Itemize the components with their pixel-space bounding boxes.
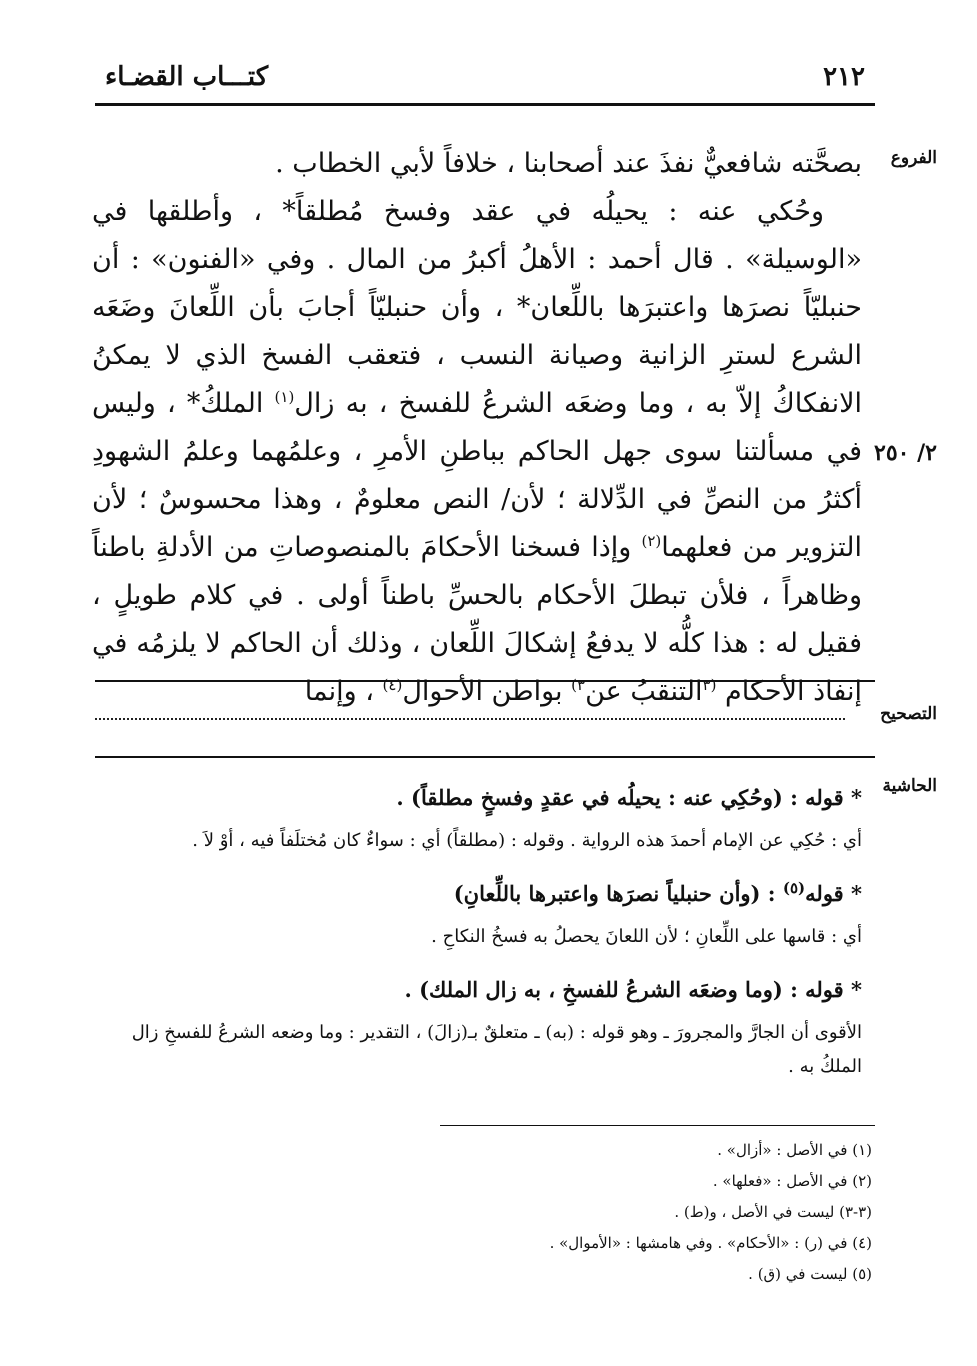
footnote: (٥) ليست في (ق) . xyxy=(748,1265,872,1283)
text-run: التنقبُ عن xyxy=(585,676,703,707)
margin-volume-page-ref: ٢/ ٢٥٠ xyxy=(874,440,937,466)
hashiya-section xyxy=(102,778,862,1084)
footnote-marker: (٣ xyxy=(702,676,717,694)
footnote-marker: (٤) xyxy=(382,676,403,694)
text-run: ، وإنما xyxy=(304,676,383,707)
footnote: (١) في الأصل : «أزال» . xyxy=(717,1141,872,1159)
main-text xyxy=(92,140,862,716)
footnote-marker: (٥) xyxy=(782,879,806,897)
footnote: (٣-٣) ليست في الأصل ، و(ط) . xyxy=(674,1203,872,1221)
text-run: : (وأن حنبلياً نصرَها واعتبرها باللِّعانِ) xyxy=(453,881,783,906)
book-title: كتـــاب القضـاء xyxy=(105,62,269,92)
text-run: بواطن الأحوال xyxy=(402,676,572,707)
margin-label-hashiya: الحاشية xyxy=(882,776,937,796)
footnotes xyxy=(372,1135,872,1290)
footnote: (٤) في (ر) : «الأحكام» . وفي هامشها : «الأموال» . xyxy=(549,1234,872,1252)
text-run: وحُكي عنه : يحيلُه في عقد وفسخ مُطلقاً* ، وأطلقها في «الوسيلة» . قال أحمد : الأهلُ أكبرُ من المال . وفي «الفنون» : أن حنبليّاً نصرَها واعتبرَها باللِّعان* ، وأن حنبليّاً أجابَ بأن اللِّعانَ وضَعَه الشرع لسترِ الزانية وصيانة النسب ، فتعقب الفسخ الذي لا يمكنُ الانفكاكُ إلاّ به ، وما وضعَه الشرعُ للفسخ ، به زال xyxy=(92,196,863,419)
footnote: (٢) في الأصل : «فعلها» . xyxy=(712,1172,872,1190)
margin-label-furu: الفروع xyxy=(890,148,937,168)
text-run: وإذا فسخنا الأحكامَ بالمنصوصاتِ من الأدلةِ باطناً وظاهراً ، فلأن تبطلَ الأحكام بالحسِّ باطناً أولى . في كلام طويلٍ ، فقيل له : هذا كلُّه لا يدفعُ إشكالَ اللِّعان ، وذلك أن الحاكم لا يلزمُه في إنفاذ الأحكام xyxy=(92,532,862,707)
section-divider xyxy=(95,756,875,758)
hashiya-heading xyxy=(102,874,862,920)
hashiya-heading: * قوله : (وحُكِي عنه : يحيلُه في عقدٍ وفسخٍ مطلقاً) . xyxy=(396,785,862,810)
hashiya-body: أي : قاسها على اللِّعانِ ؛ لأن اللعانَ يحصلُ به فسخُ النكاحِ . xyxy=(431,926,862,947)
page-number: ٢١٢ xyxy=(823,62,865,92)
footnote-marker: ٣) xyxy=(571,676,586,694)
section-divider xyxy=(95,680,875,682)
margin-label-tashih: التصحيح xyxy=(880,704,937,724)
footnote-marker: (١) xyxy=(274,388,295,406)
text-run: * قوله xyxy=(805,881,862,906)
main-text-line: بصحَّته شافعيٌّ نفذَ عند أصحابنا ، خلافاً لأبي الخطاب . xyxy=(275,148,862,179)
hashiya-body: الأقوى أن الجارَّ والمجرورَ ـ وهو قوله : (به) ـ متعلقٌ بـ(زالَ) ، التقدير : وما وضعه الشرعُ للفسخِ زال الملكُ به . xyxy=(131,1022,862,1077)
footnote-divider xyxy=(440,1125,875,1126)
page-header xyxy=(95,62,875,98)
hashiya-heading: * قوله : (وما وضعَه الشرعُ للفسخِ ، به زال الملك) . xyxy=(404,977,862,1002)
hashiya-body: أي : حُكِي عن الإمام أحمدَ هذه الرواية . وقوله : (مطلقاً) أي : سواءٌ كان مُختلَفاً فيه ، أوْ لاَ . xyxy=(192,830,862,851)
footnote-marker: (٢) xyxy=(641,532,662,550)
header-divider xyxy=(95,103,875,106)
main-text-paragraph xyxy=(92,188,862,716)
text-run: الملكُ* ، وليس في مسألتنا سوى جهل الحاكم بباطنِ الأمرِ ، وعلمُهما وعلمُ الشهودِ أكثرُ من النصِّ في الدِّلالة ؛ لأن/ النص معلومٌ ، وهذا محسوسٌ ؛ لأن التزوير من فعلهما xyxy=(92,388,862,563)
tashih-dotted-line xyxy=(95,712,845,720)
